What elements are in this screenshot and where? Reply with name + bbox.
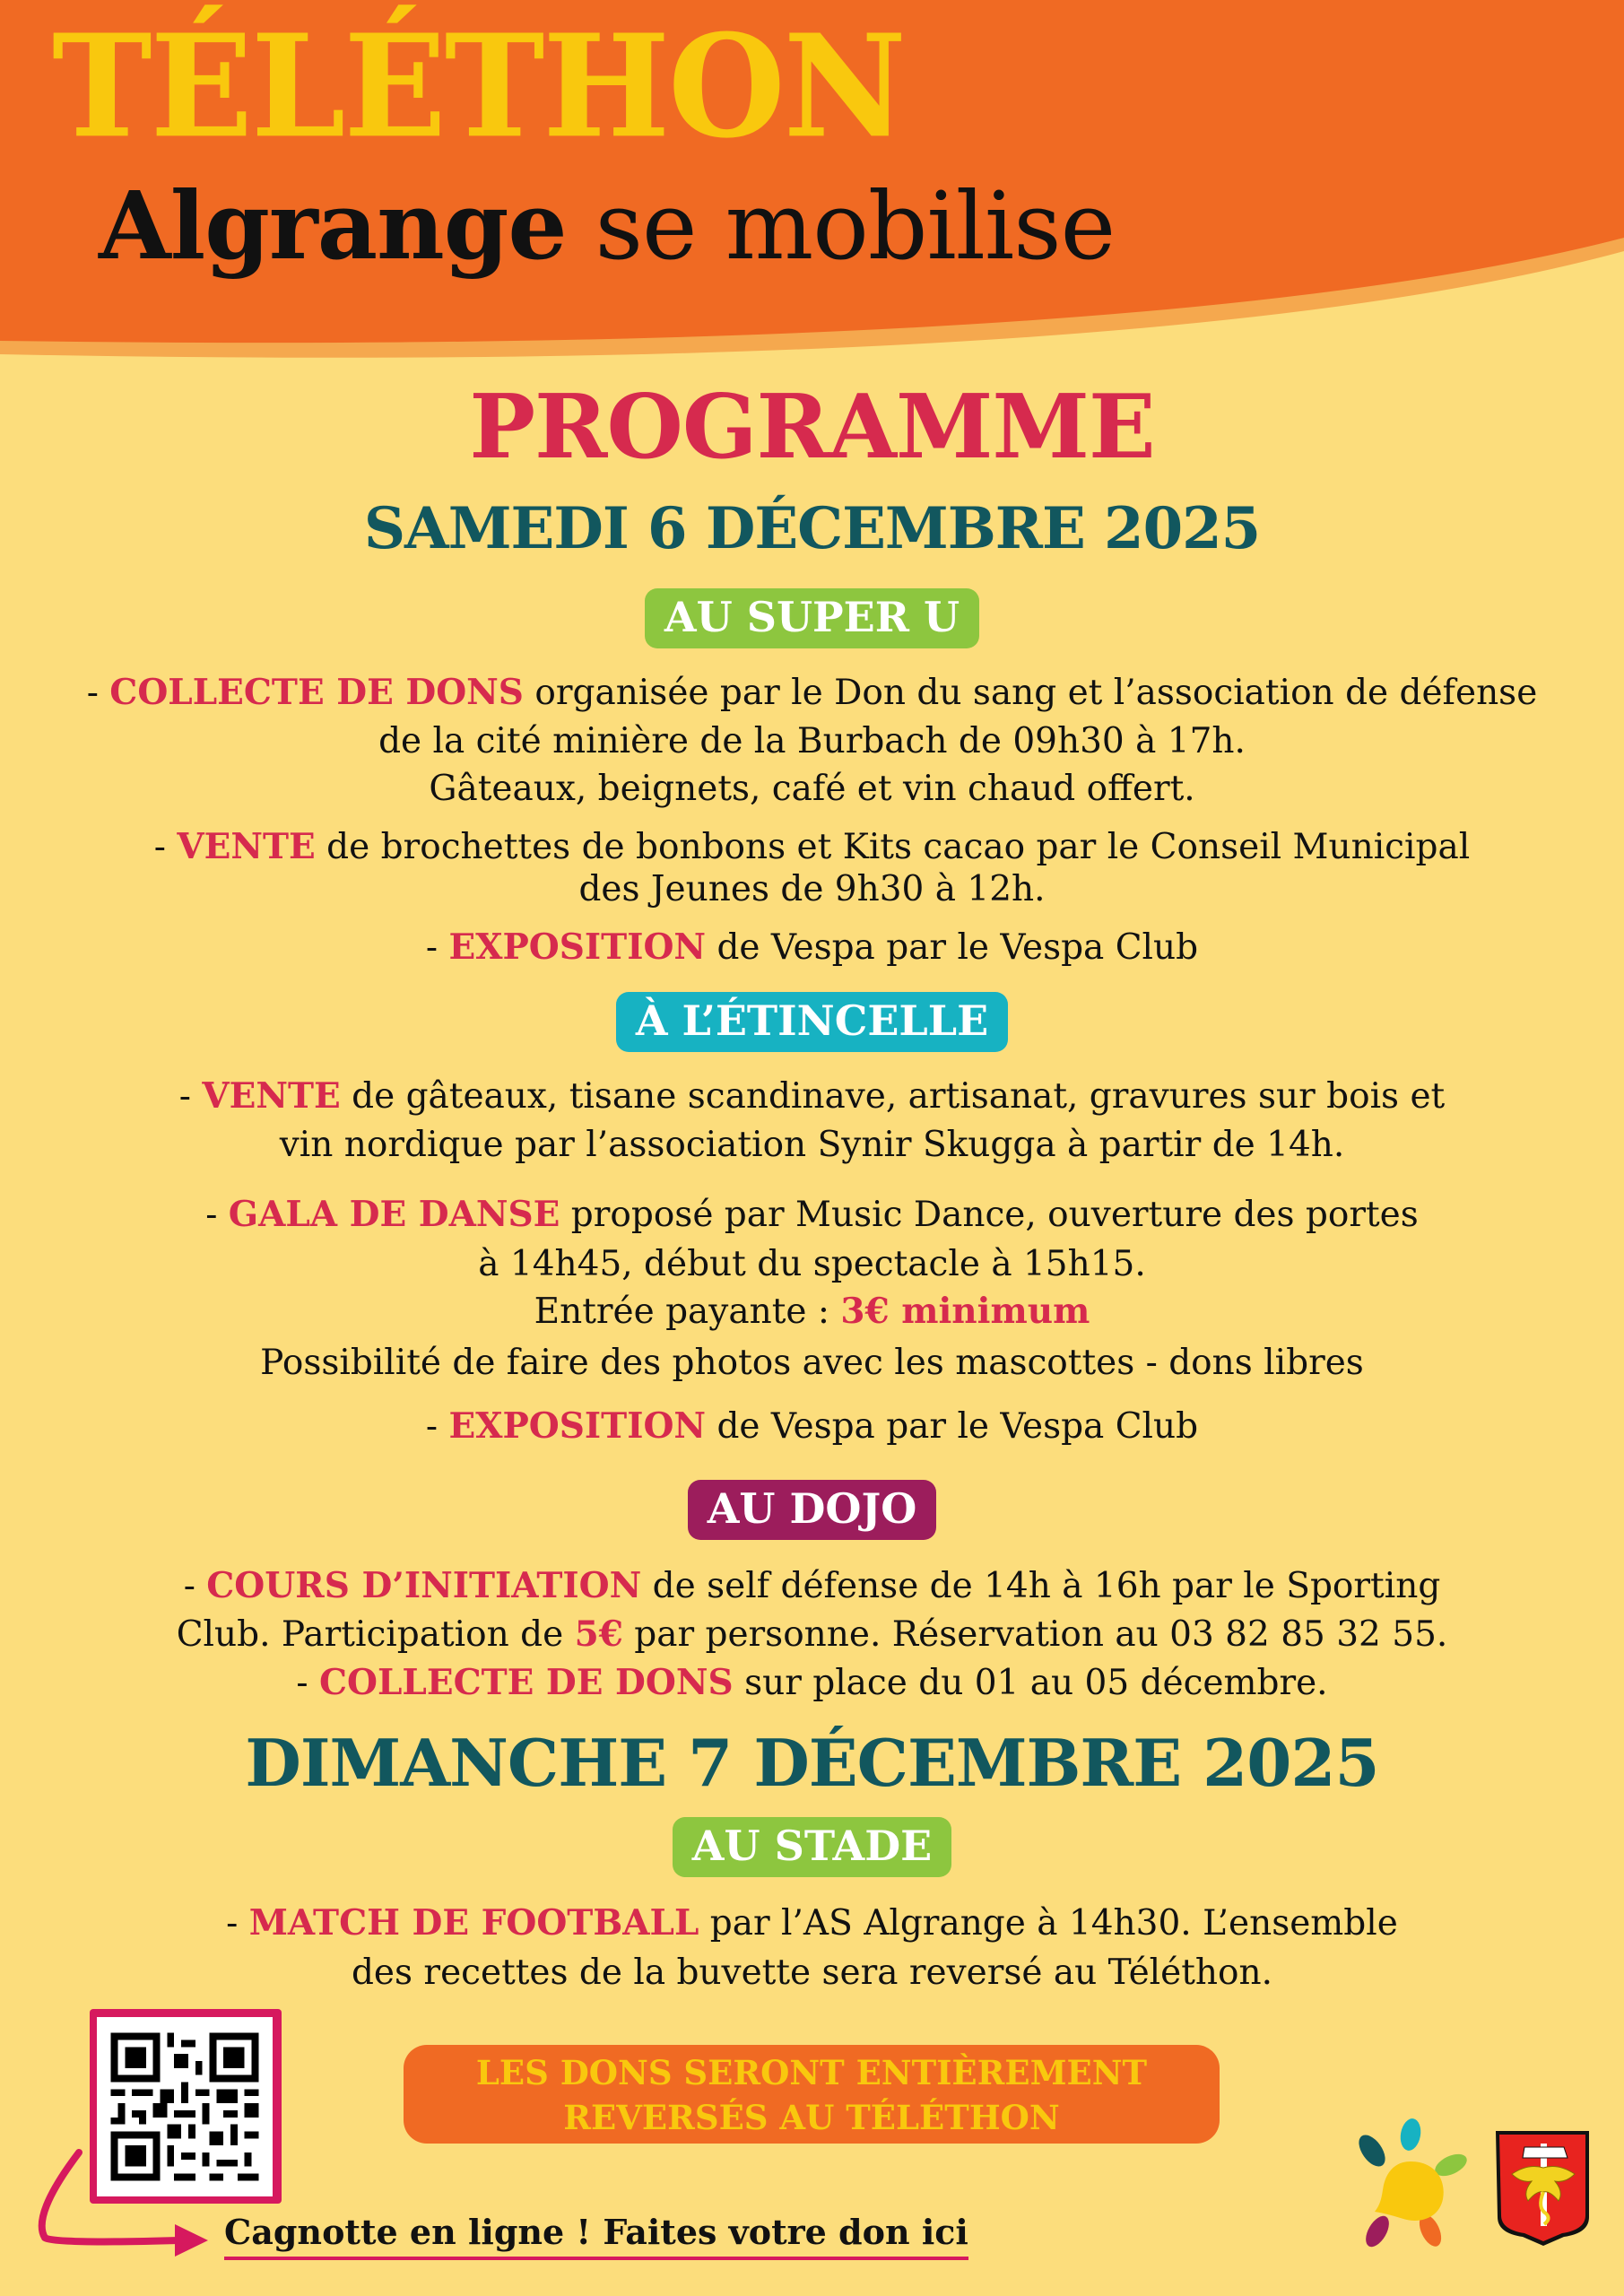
bullet-dash: - [425,927,449,968]
venue-badge-dojo-wrap [0,1480,1624,1540]
bullet-dash: - [178,1076,203,1117]
item-text: sur place du 01 au 05 décembre. [733,1663,1328,1703]
item-text: Club. Participation de [176,1614,575,1655]
price-highlight: 5€ [574,1613,623,1655]
item-line [0,1193,1624,1238]
venue-badge-etincelle: À L’ÉTINCELLE [616,992,1008,1052]
item-line: à 14h45, début du spectacle à 15h15. [478,1244,1146,1284]
item-text: de brochettes de bonbons et Kits cacao par le Conseil Municipal [315,827,1471,867]
item-text: proposé par Music Dance, ouverture des portes [560,1195,1419,1235]
item-text: par personne. Réservation au 03 82 85 32 55. [622,1614,1448,1655]
item-highlight: COURS D’INITIATION [206,1565,642,1606]
item-line [0,1564,1624,1609]
algrange-coat-of-arms [1492,2127,1594,2249]
bullet-dash: - [296,1663,319,1703]
item-highlight: MATCH DE FOOTBALL [248,1902,699,1944]
day-heading-saturday: SAMEDI 6 DÉCEMBRE 2025 [363,495,1261,562]
item-line [0,1290,1624,1335]
item-text: de self défense de 14h à 16h par le Sporting [641,1566,1441,1606]
item-line: de la cité minière de la Burbach de 09h30 à 17h. [378,721,1246,761]
item-line [0,1405,1624,1449]
item-text: de Vespa par le Vespa Club [706,1406,1199,1447]
item-line: des recettes de la buvette sera reversé au Téléthon. [351,1952,1273,1993]
banner-line-1: LES DONS SERONT ENTIÈREMENT [475,2053,1148,2092]
item-text: de Vespa par le Vespa Club [706,927,1199,968]
venue-badge-dojo: AU DOJO [688,1480,937,1540]
item-text: par l’AS Algrange à 14h30. L’ensemble [699,1903,1398,1944]
bullet-dash: - [183,1566,207,1606]
donation-banner [404,2045,1220,2144]
item-line [0,1613,1624,1657]
banner-line-2: REVERSÉS AU TÉLÉTHON [563,2098,1060,2137]
subtitle-rest: se mobilise [566,171,1116,281]
item-line [0,1661,1624,1706]
online-donation-link[interactable]: Cagnotte en ligne ! Faites votre don ici [224,2213,968,2260]
item-line [0,825,1624,870]
venue-badge-super-u-wrap [0,588,1624,648]
item-line [0,671,1624,716]
programme-title: PROGRAMME [469,376,1155,479]
item-line: Gâteaux, beignets, café et vin chaud offert. [429,769,1195,809]
day-heading-sunday: DIMANCHE 7 DÉCEMBRE 2025 [245,1725,1379,1801]
venue-badge-stade: AU STADE [673,1817,951,1877]
bullet-dash: - [226,1903,249,1944]
bullet-dash: - [205,1195,229,1235]
item-highlight: EXPOSITION [448,1405,707,1447]
bullet-dash: - [425,1406,449,1447]
bullet-dash: - [153,827,178,867]
venue-badge-etincelle-wrap [0,992,1624,1052]
item-text: Entrée payante : [534,1292,841,1332]
bullet-dash: - [86,673,110,713]
item-line: des Jeunes de 9h30 à 12h. [578,869,1046,909]
item-line: vin nordique par l’association Synir Skugga à partir de 14h. [279,1125,1345,1165]
item-highlight: GALA DE DANSE [228,1194,560,1235]
item-text: organisée par le Don du sang et l’association de défense [523,673,1538,713]
price-highlight: 3€ minimum [840,1291,1090,1332]
item-line [0,926,1624,970]
item-highlight: COLLECTE DE DONS [318,1662,734,1703]
event-title: TÉLÉTHON [52,4,905,170]
town-name: Algrange [99,170,567,281]
item-line [0,1901,1624,1946]
item-highlight: COLLECTE DE DONS [109,672,524,713]
item-text: de gâteaux, tisane scandinave, artisanat, gravures sur bois et [340,1076,1446,1117]
item-line [0,1074,1624,1119]
event-subtitle [99,170,1116,281]
venue-badge-stade-wrap [0,1817,1624,1877]
item-highlight: EXPOSITION [448,926,707,968]
curved-arrow-icon [18,2135,215,2260]
venue-badge-super-u: AU SUPER U [645,588,979,648]
item-highlight: VENTE [177,826,316,867]
telethon-sun-logo [1350,2117,1475,2251]
item-highlight: VENTE [202,1075,341,1117]
item-line: Possibilité de faire des photos avec les mascottes - dons libres [260,1343,1364,1383]
